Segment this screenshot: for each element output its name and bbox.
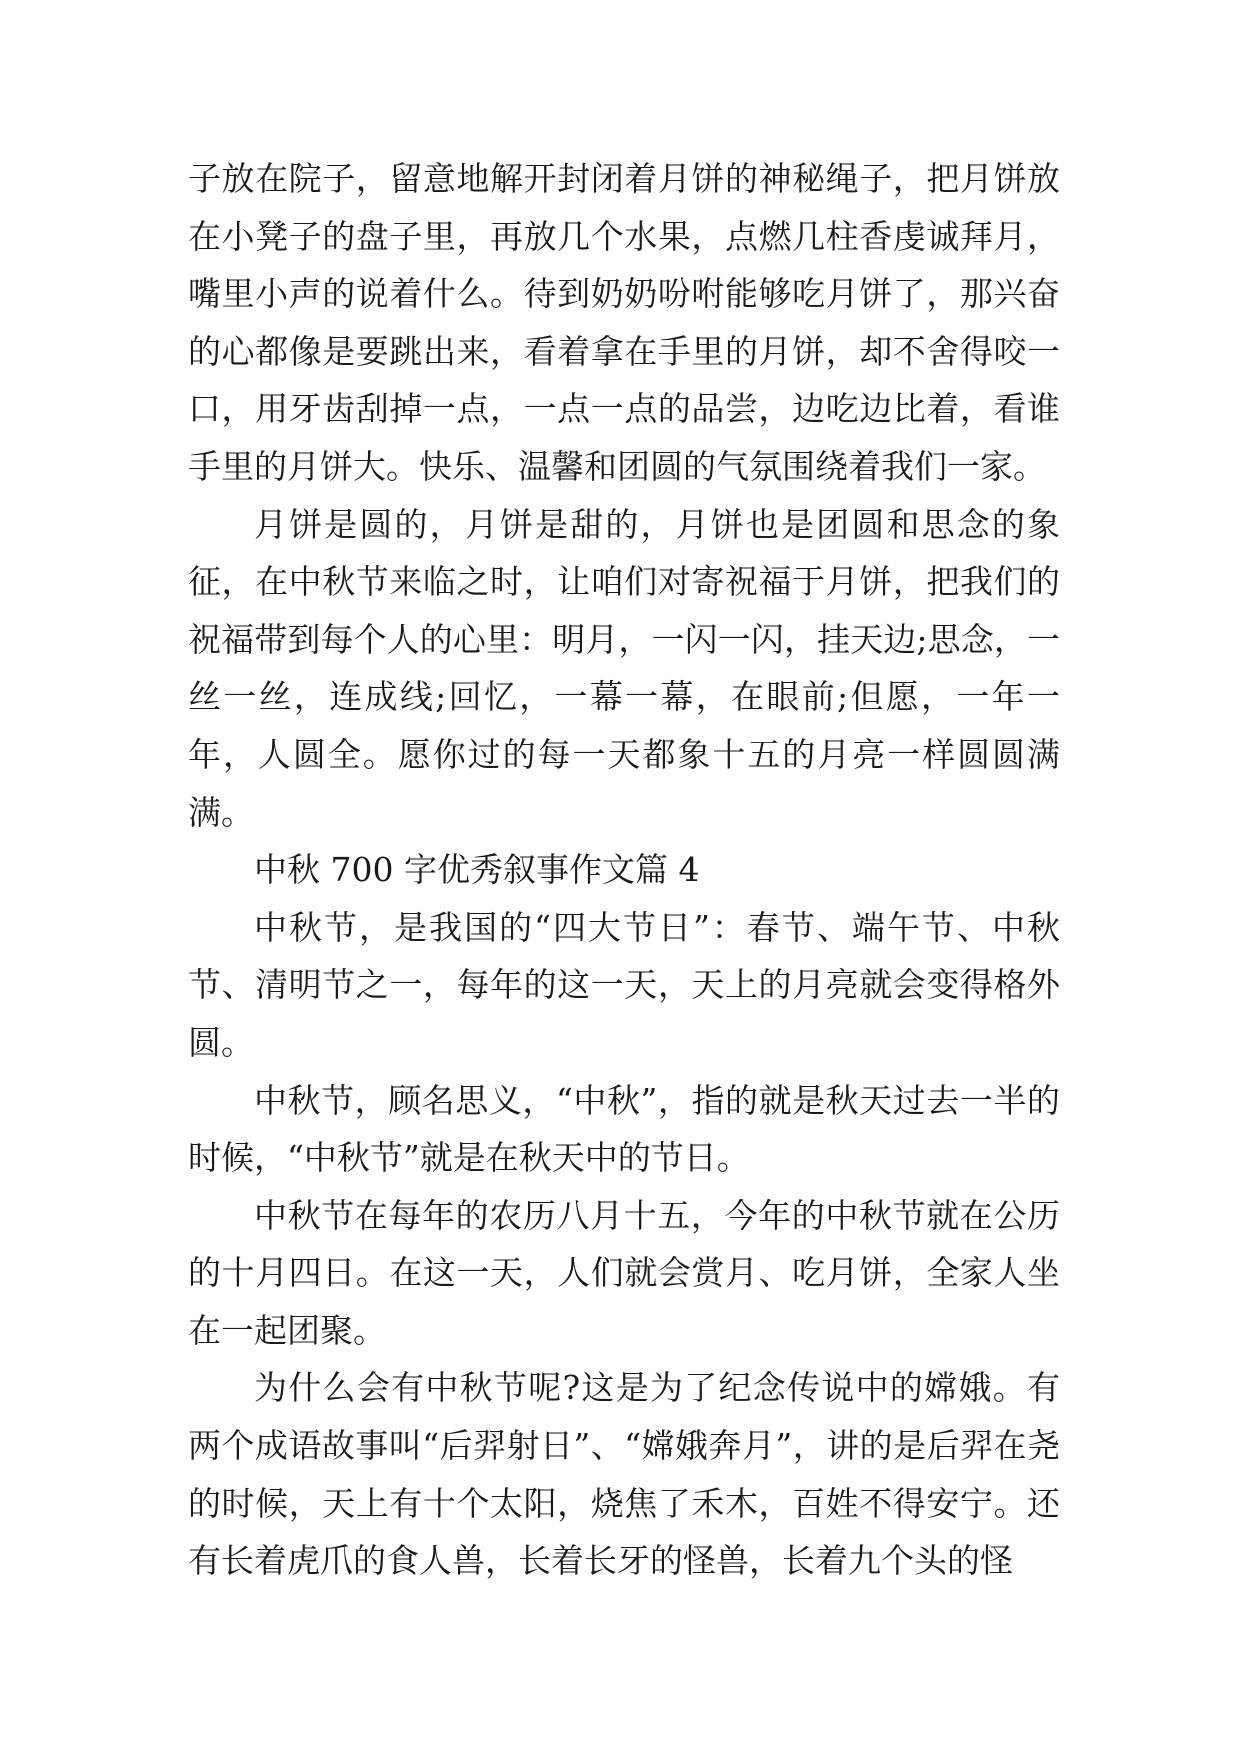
section-heading: 中秋 700 字优秀叙事作文篇 4 [254, 850, 700, 890]
body-paragraph-1: 子放在院子，留意地解开封闭着月饼的神秘绳子，把月饼放在小凳子的盘子里，再放几个水果，点燃几柱香虔诚拜月，嘴里小声的说着什么。待到奶奶吩咐能够吃月饼了，那兴奋的心都像是要跳出来，看着拿在手里的月饼，却不舍得咬一口，用牙齿刮掉一点，一点一点的品尝，边吃边比着，看谁手里的月饼大。快乐、温馨和团圆的气氛围绕着我们一家。 [188, 159, 1060, 486]
body-paragraph-6: 为什么会有中秋节呢?这是为了纪念传说中的嫦娥。有两个成语故事叫“后羿射日”、“嫦娥奔月”，讲的是后羿在尧的时候，天上有十个太阳，烧焦了禾木，百姓不得安宁。还有长着虎爪的食人兽，长着长牙的怪兽，长着九个头的怪 [188, 1368, 1060, 1581]
body-paragraph-2: 月饼是圆的，月饼是甜的，月饼也是团圆和思念的象征，在中秋节来临之时，让咱们对寄祝福于月饼，把我们的祝福带到每个人的心里：明月，一闪一闪，挂天边;思念，一丝一丝，连成线;回忆，一幕一幕，在眼前;但愿，一年一年，人圆全。愿你过的每一天都象十五的月亮一样圆圆满满。 [188, 504, 1060, 832]
body-paragraph-4: 中秋节，顾名思义，“中秋”，指的就是秋天过去一半的时候，“中秋节”就是在秋天中的节日。 [188, 1080, 1060, 1178]
body-paragraph-3: 中秋节，是我国的“四大节日”：春节、端午节、中秋节、清明节之一，每年的这一天，天上的月亮就会变得格外圆。 [188, 907, 1060, 1062]
document-page [188, 150, 1060, 1590]
body-paragraph-5: 中秋节在每年的农历八月十五，今年的中秋节就在公历的十月四日。在这一天，人们就会赏月、吃月饼，全家人坐在一起团聚。 [188, 1195, 1060, 1350]
